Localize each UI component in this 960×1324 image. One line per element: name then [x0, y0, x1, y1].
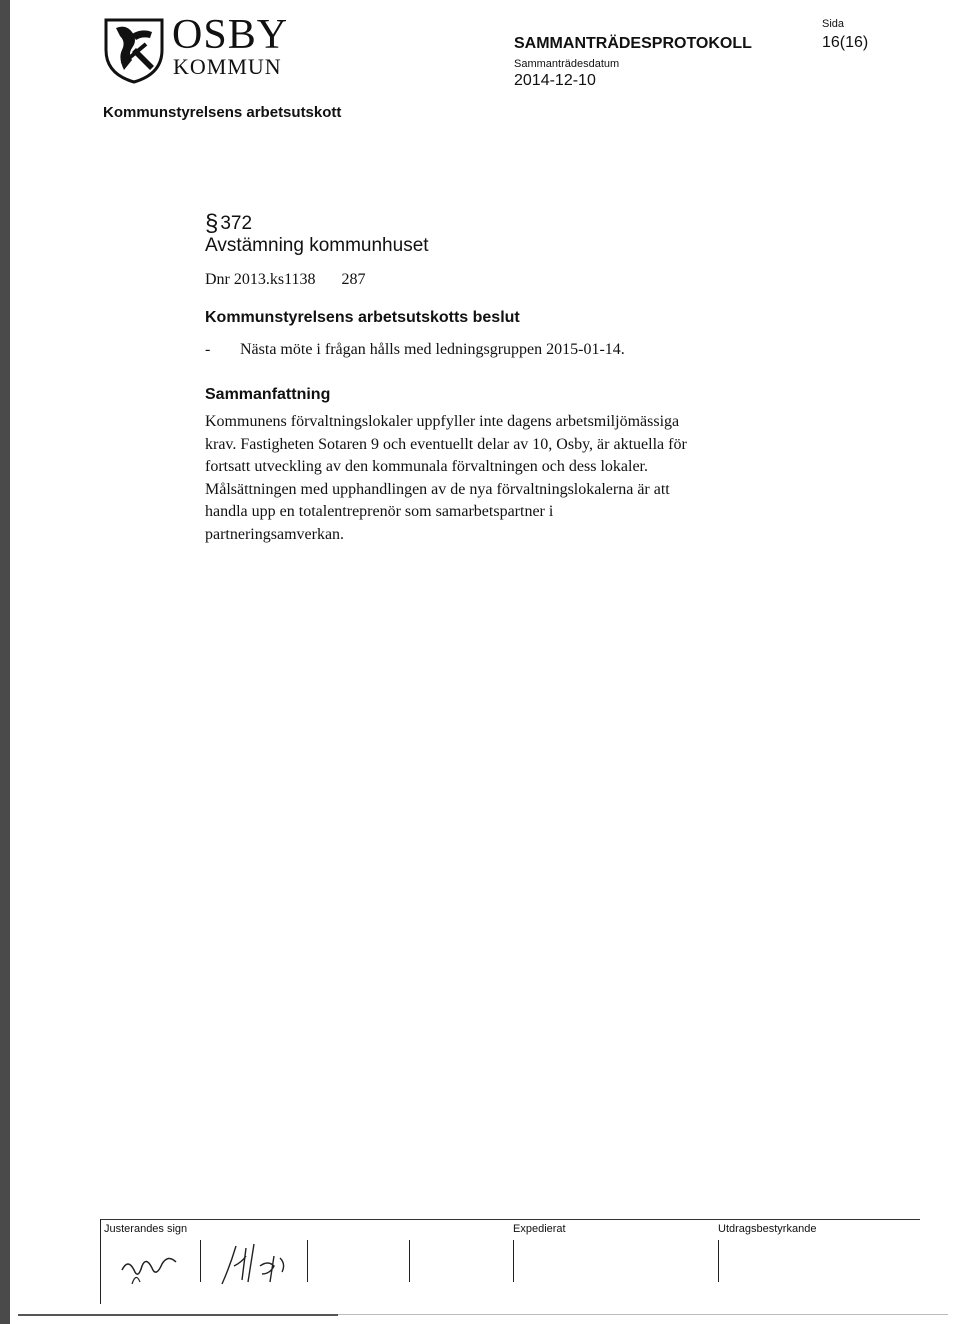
diary-number-value: 287: [341, 271, 366, 288]
section-title: Avstämning kommunhuset: [205, 235, 429, 256]
section-number: [205, 210, 252, 238]
sign-divider: [718, 1240, 719, 1282]
committee-name: Kommunstyrelsens arbetsutskott: [103, 104, 342, 121]
diary-number: [205, 271, 366, 289]
sign-divider: [307, 1240, 308, 1282]
summary-line: partneringsamverkan.: [205, 525, 345, 543]
decision-item: [205, 341, 625, 359]
decision-text: Nästa möte i frågan hålls med ledningsgruppen 2015-01-14.: [240, 341, 625, 358]
sign-divider: [513, 1240, 514, 1282]
expedierat-label: Expedierat: [513, 1223, 566, 1235]
scan-edge-bar: [0, 0, 10, 1324]
footer-left-border: [100, 1219, 101, 1304]
footer-top-rule: [100, 1219, 920, 1220]
sign-divider: [409, 1240, 410, 1282]
paragraph-symbol: §: [205, 210, 219, 237]
document-type: SAMMANTRÄDESPROTOKOLL: [514, 35, 752, 52]
meeting-date-label: Sammanträdesdatum: [514, 58, 620, 70]
summary-line: krav. Fastigheten Sotaren 9 och eventuellt delar av 10, Osby, är aktuella för: [205, 435, 687, 453]
summary-line: Målsättningen med upphandlingen av de nya förvaltningslokalerna är att: [205, 480, 670, 498]
summary-line: fortsatt utveckling av den kommunala förvaltningen och dess lokaler.: [205, 458, 648, 475]
signature-1-icon: [118, 1248, 188, 1288]
coat-of-arms-icon: [102, 14, 166, 84]
diary-number-prefix: Dnr 2013.ks1138: [205, 271, 316, 288]
scan-bottom-line: [18, 1314, 338, 1316]
logo-subtitle: KOMMUN: [173, 54, 282, 79]
signature-2-icon: [216, 1236, 296, 1290]
sign-divider: [200, 1240, 201, 1282]
justering-label: Justerandes sign: [104, 1223, 188, 1235]
scan-bottom-line: [338, 1314, 948, 1315]
summary-heading: Sammanfattning: [205, 386, 331, 403]
page-number: 16(16): [822, 34, 869, 51]
summary-line: handla upp en totalentreprenör som samarbetspartner i: [205, 503, 554, 520]
meeting-date: 2014-12-10: [514, 72, 596, 89]
section-number-value: 372: [220, 213, 253, 234]
list-dash: -: [205, 341, 211, 358]
utdrag-label: Utdragsbestyrkande: [718, 1223, 817, 1235]
decision-heading: Kommunstyrelsens arbetsutskotts beslut: [205, 309, 520, 326]
summary-text: [205, 411, 795, 546]
summary-line: Kommunens förvaltningslokaler uppfyller inte dagens arbetsmiljömässiga: [205, 413, 680, 430]
logo-name: OSBY: [172, 12, 289, 58]
page-label: Sida: [822, 18, 845, 30]
